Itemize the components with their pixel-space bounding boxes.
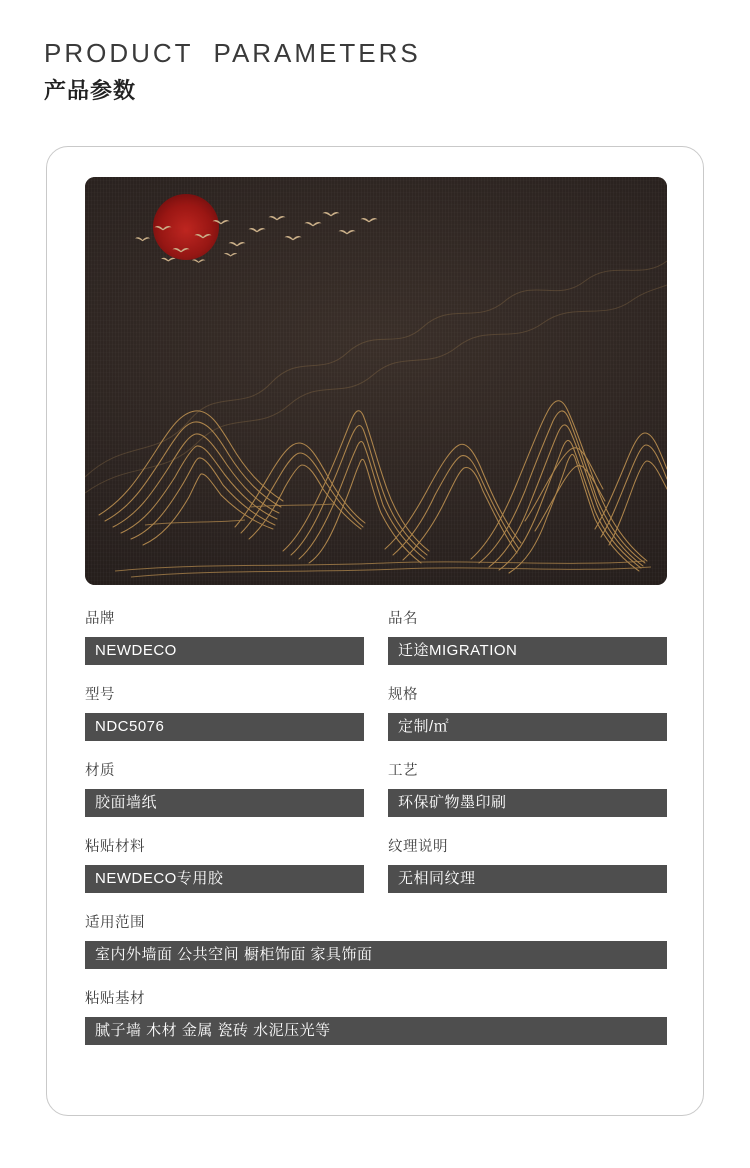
spec-row [85,837,667,893]
page-title-en: PRODUCT PARAMETERS [44,38,421,68]
spec-row [85,761,667,817]
spec-label: 品牌 [85,611,115,627]
spec-row [85,609,667,665]
spec-field-model [85,685,364,741]
spec-value: 定制/㎡ [388,713,667,741]
spec-row [85,913,667,969]
spec-value: 环保矿物墨印刷 [388,789,667,817]
spec-field-brand [85,609,364,665]
spec-label: 规格 [388,687,418,703]
spec-value: NEWDECO [85,637,364,665]
spec-field-texture-note [388,837,667,893]
sun-shape [153,194,219,260]
spec-value: 胶面墙纸 [85,789,364,817]
spec-value: NDC5076 [85,713,364,741]
spec-label: 品名 [388,611,418,627]
spec-label: 型号 [85,687,115,703]
spec-label: 材质 [85,763,115,779]
spec-table [85,609,667,1065]
page-title-cn: 产品参数 [44,78,137,103]
spec-value: 无相同纹理 [388,865,667,893]
spec-field-material [85,761,364,817]
spec-label: 粘贴基材 [85,991,145,1007]
spec-label: 适用范围 [85,915,145,931]
spec-field-adhesive [85,837,364,893]
spec-field-application-scope [85,913,667,969]
spec-field-craft [388,761,667,817]
spec-label: 工艺 [388,763,418,779]
spec-row [85,989,667,1045]
landscape-illustration [85,177,667,585]
page-header [44,36,421,106]
spec-label: 纹理说明 [388,839,448,855]
spec-card [46,146,704,1116]
spec-label: 粘贴材料 [85,839,145,855]
spec-value: NEWDECO专用胶 [85,865,364,893]
spec-field-product-name [388,609,667,665]
spec-field-substrate [85,989,667,1045]
spec-value: 腻子墙 木材 金属 瓷砖 水泥压光等 [85,1017,667,1045]
spec-row [85,685,667,741]
spec-field-size [388,685,667,741]
spec-value: 室内外墙面 公共空间 橱柜饰面 家具饰面 [85,941,667,969]
product-artwork-image [85,177,667,585]
spec-value: 迁途MIGRATION [388,637,667,665]
